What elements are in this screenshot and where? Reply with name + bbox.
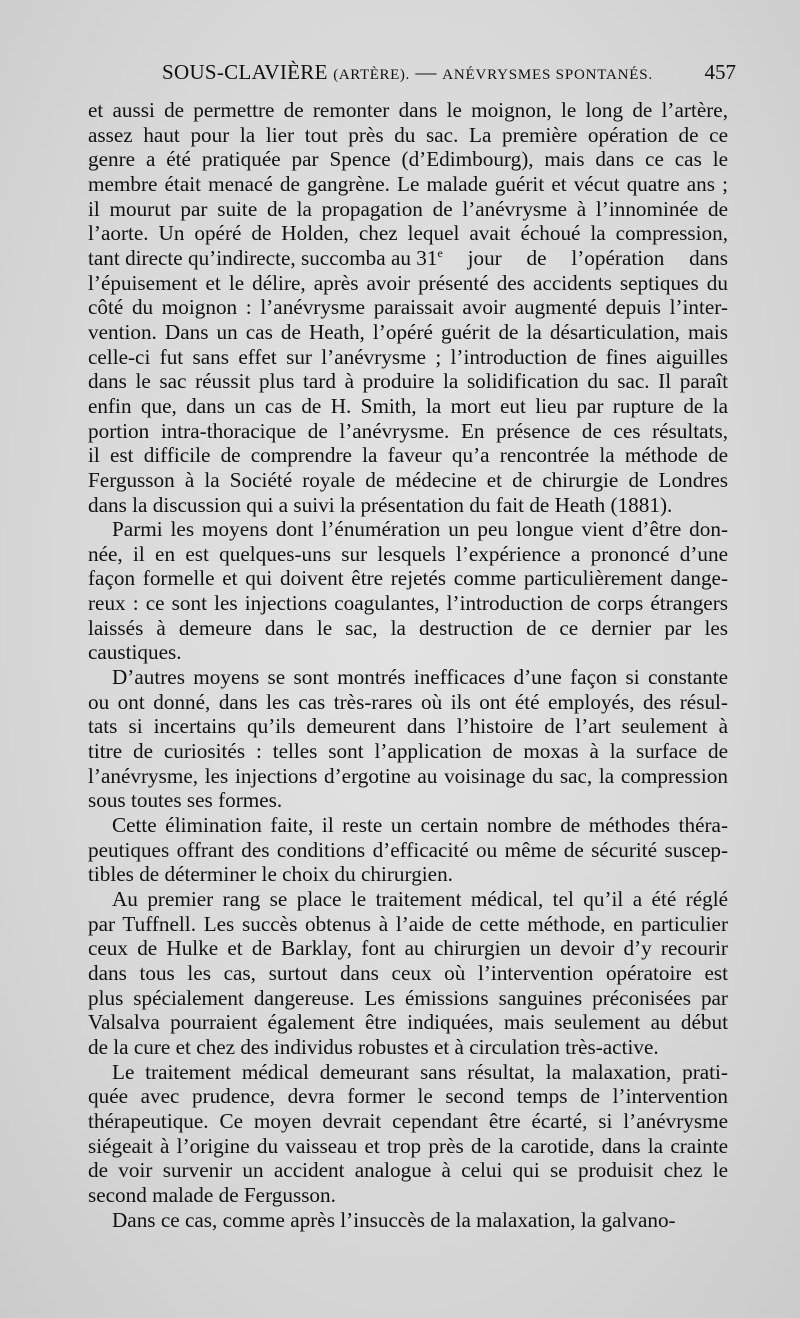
text-line: il mourut par suite de la propagation de l’anévrysme à l’innominée de bbox=[88, 196, 728, 221]
text-line: il est difficile de comprendre la faveur qu’a rencontrée la méthode de bbox=[88, 443, 728, 468]
text-line: Dans ce cas, comme après l’insuccès de la malaxation, la galvano- bbox=[112, 1207, 676, 1232]
text-line: portion intra-thoracique de l’anévrysme. En présence de ces résultats, bbox=[88, 418, 728, 443]
text-line: thérapeutique. Ce moyen devrait cependant être écarté, si l’anévrysme bbox=[88, 1108, 728, 1133]
text-line: l’anévrysme, les injections d’ergotine au voisinage du sac, la compression bbox=[88, 763, 728, 788]
text-line: reux : ce sont les injections coagulantes, l’introduction de corps étrangers bbox=[88, 591, 728, 616]
text-line: l’épuisement et le délire, après avoir présenté des accidents septiques du bbox=[88, 270, 728, 295]
text-line: dans le sac réussit plus tard à produire la solidification du sac. Il paraît bbox=[88, 369, 728, 394]
text-line: assez haut pour la lier tout près du sac. La première opération de ce bbox=[88, 122, 728, 147]
text-line: celle-ci fut sans effet sur l’anévrysme ; l’introduction de fines aiguilles bbox=[88, 344, 728, 369]
text-line: dans tous les cas, surtout dans ceux où l’intervention opératoire est bbox=[88, 960, 728, 985]
text-line: peutiques offrant des conditions d’efficacité ou même de sécurité suscep- bbox=[88, 837, 728, 862]
text-line: Parmi les moyens dont l’énumération un peu longue vient d’être don- bbox=[112, 517, 728, 542]
text-line: ou ont donné, dans les cas très-rares où ils ont été employés, des résul- bbox=[88, 689, 728, 714]
text-line: dans la discussion qui a suivi la présentation du fait de Heath (1881). bbox=[88, 492, 673, 517]
text-line: Le traitement médical demeurant sans résultat, la malaxation, prati- bbox=[112, 1059, 728, 1084]
text-line: caustiques. bbox=[88, 640, 182, 665]
text-line: et aussi de permettre de remonter dans le moignon, le long de l’artère, bbox=[88, 98, 728, 122]
text-line: Fergusson à la Société royale de médecine et de chirurgie de Londres bbox=[88, 467, 728, 492]
text-line: enfin que, dans un cas de H. Smith, la mort eut lieu par rupture de la bbox=[88, 393, 728, 418]
text-line: Cette élimination faite, il reste un certain nombre de méthodes théra- bbox=[112, 813, 728, 838]
text-line: tats si incertains qu’ils demeurent dans l’histoire de l’art seulement à bbox=[88, 714, 728, 739]
text-line: sous toutes ses formes. bbox=[88, 788, 283, 813]
body-text bbox=[88, 98, 728, 1232]
text-line: l’aorte. Un opéré de Holden, chez lequel avait échoué la compression, bbox=[88, 221, 728, 246]
text-fragment: tant directe qu’indirecte, succomba au 31 bbox=[88, 245, 438, 270]
page-number: 457 bbox=[704, 60, 736, 84]
running-title bbox=[162, 60, 653, 85]
superscript: e bbox=[437, 245, 443, 260]
text-line: D’autres moyens se sont montrés inefficaces d’une façon si constante bbox=[112, 665, 728, 690]
text-line: côté du moignon : l’anévrysme paraissait avoir augmenté depuis l’inter- bbox=[88, 295, 728, 320]
text-line: plus spécialement dangereuse. Les émissions sanguines préconisées par bbox=[88, 985, 728, 1010]
text-line: titre de curiosités : telles sont l’application de moxas à la surface de bbox=[88, 739, 728, 764]
text-line: tibles de déterminer le choix du chirurgien. bbox=[88, 862, 453, 887]
text-line: laissés à demeure dans le sac, la destruction de ce dernier par les bbox=[88, 615, 728, 640]
running-title-paren: (ARTÈRE). bbox=[333, 67, 410, 83]
text-line: ceux de Hulke et de Barklay, font au chirurgien un devoir d’y recourir bbox=[88, 936, 728, 961]
text-line: vention. Dans un cas de Heath, l’opéré guérit de la désarticulation, mais bbox=[88, 319, 728, 344]
running-title-main: SOUS-CLAVIÈRE bbox=[162, 60, 328, 84]
text-fragment bbox=[88, 246, 443, 271]
text-line: second malade de Fergusson. bbox=[88, 1182, 336, 1207]
running-title-dash: — bbox=[415, 60, 437, 84]
text-line: membre était menacé de gangrène. Le malade guérit et vécut quatre ans ; bbox=[88, 171, 728, 196]
text-line: de la cure et chez des individus robustes et à circulation très-active. bbox=[88, 1034, 659, 1059]
running-header bbox=[90, 60, 736, 90]
running-title-sub: ANÉVRYSMES SPONTANÉS. bbox=[442, 67, 653, 83]
text-word: de bbox=[526, 245, 547, 270]
text-word: l’opération bbox=[571, 245, 665, 270]
text-line: siégeait à l’origine du vaisseau et trop près de la carotide, dans la crainte bbox=[88, 1133, 728, 1158]
text-line: Valsalva pourraient également être indiquées, mais seulement au début bbox=[88, 1010, 728, 1035]
text-line: quée avec prudence, devra former le second temps de l’intervention bbox=[88, 1084, 728, 1109]
text-line: de voir survenir un accident analogue à celui qui se produisit chez le bbox=[88, 1158, 728, 1183]
text-line: Au premier rang se place le traitement médical, tel qu’il a été réglé bbox=[112, 887, 728, 911]
text-line: genre a été pratiquée par Spence (d’Edimbourg), mais dans ce cas le bbox=[88, 147, 728, 172]
text-word: jour bbox=[467, 245, 502, 270]
text-line: façon formelle et qui doivent être rejetés comme particulièrement dange- bbox=[88, 566, 728, 591]
text-line bbox=[88, 246, 728, 271]
text-word: dans bbox=[689, 245, 728, 270]
text-line: par Tuffnell. Les succès obtenus à l’aide de cette méthode, en particulier bbox=[88, 911, 728, 936]
text-line: née, il en est quelques-uns sur lesquels l’expérience a prononcé d’une bbox=[88, 541, 728, 566]
